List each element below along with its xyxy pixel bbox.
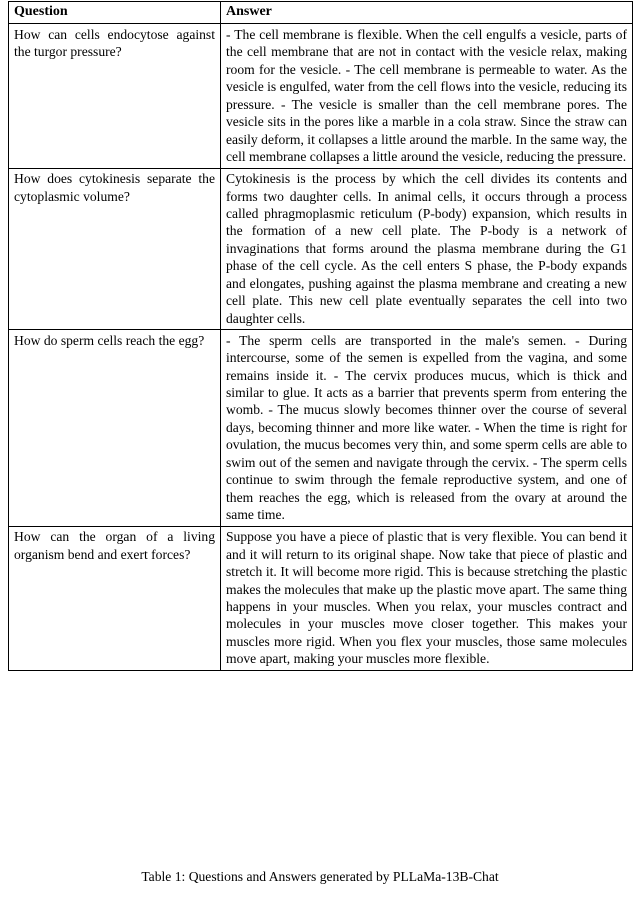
- table-row: [9, 24, 633, 168]
- column-header-question: Question: [9, 2, 221, 24]
- table-row: [9, 168, 633, 330]
- table-body: [9, 24, 633, 670]
- question-cell: How can cells endocytose against the turgor pressure?: [9, 24, 221, 168]
- table-row: [9, 526, 633, 670]
- questions-answers-table: [8, 1, 633, 671]
- question-cell: How does cytokinesis separate the cytoplasmic volume?: [9, 168, 221, 330]
- question-cell: How can the organ of a living organism bend and exert forces?: [9, 526, 221, 670]
- table-header-row: [9, 2, 633, 24]
- column-header-answer: Answer: [221, 2, 633, 24]
- table-caption: Table 1: Questions and Answers generated by PLLaMa-13B-Chat: [141, 869, 499, 884]
- table-header: [9, 2, 633, 24]
- answer-cell: Suppose you have a piece of plastic that is very flexible. You can bend it and it will return to its original shape. Now take that piece of plastic and stretch it. It will become more rigid. This is because stretching the plastic makes the molecules that make up the plastic move apart. The same thing happens in your muscles. When you relax, your muscles contract and molecules in your muscles move closer together. This makes your muscles more rigid. When you flex your muscles, those same molecules move apart, making your muscles more flexible.: [221, 526, 633, 670]
- answer-cell: Cytokinesis is the process by which the cell divides its contents and forms two daughter cells. In animal cells, it occurs through a process called phragmoplasmic reticulum (P-body) expansion, which results in the formation of a new cell plate. The P-body is a network of invaginations that forms around the plasma membrane during the G1 phase of the cell cycle. As the cell enters S phase, the P-body expands and elongates, pushing against the plasma membrane and creating a new cell plate. This new cell plate eventually separates the cell into two daughter cells.: [221, 168, 633, 330]
- question-cell: How do sperm cells reach the egg?: [9, 330, 221, 526]
- qa-table-container: [8, 1, 632, 671]
- answer-cell: - The sperm cells are transported in the male's semen. - During intercourse, some of the semen is expelled from the vagina, and some remains inside it. - The cervix produces mucus, which is thick and similar to glue. It acts as a barrier that prevents sperm from entering the womb. - The mucus slowly becomes thinner over the course of several days, becoming thinner and more like water. - When the time is right for ovulation, the mucus becomes very thin, and some sperm cells are able to swim out of the semen and navigate through the cervix. - The sperm cells continue to swim through the female reproductive system, and one of them reaches the egg, which is released from the ovary at around the same time.: [221, 330, 633, 526]
- table-row: [9, 330, 633, 526]
- answer-cell: - The cell membrane is flexible. When the cell engulfs a vesicle, parts of the cell membrane that are not in contact with the vesicle relax, making room for the vesicle. - The cell membrane is permeable to water. As the vesicle is engulfed, water from the cell flows into the vesicle, reducing its pressure. - The vesicle is smaller than the cell membrane pores. The vesicle sits in the pores like a marble in a cola straw. Since the straw can easily deform, it collapses a little around the marble. In the same way, the cell membrane collapses a little around the vesicle, reducing the pressure.: [221, 24, 633, 168]
